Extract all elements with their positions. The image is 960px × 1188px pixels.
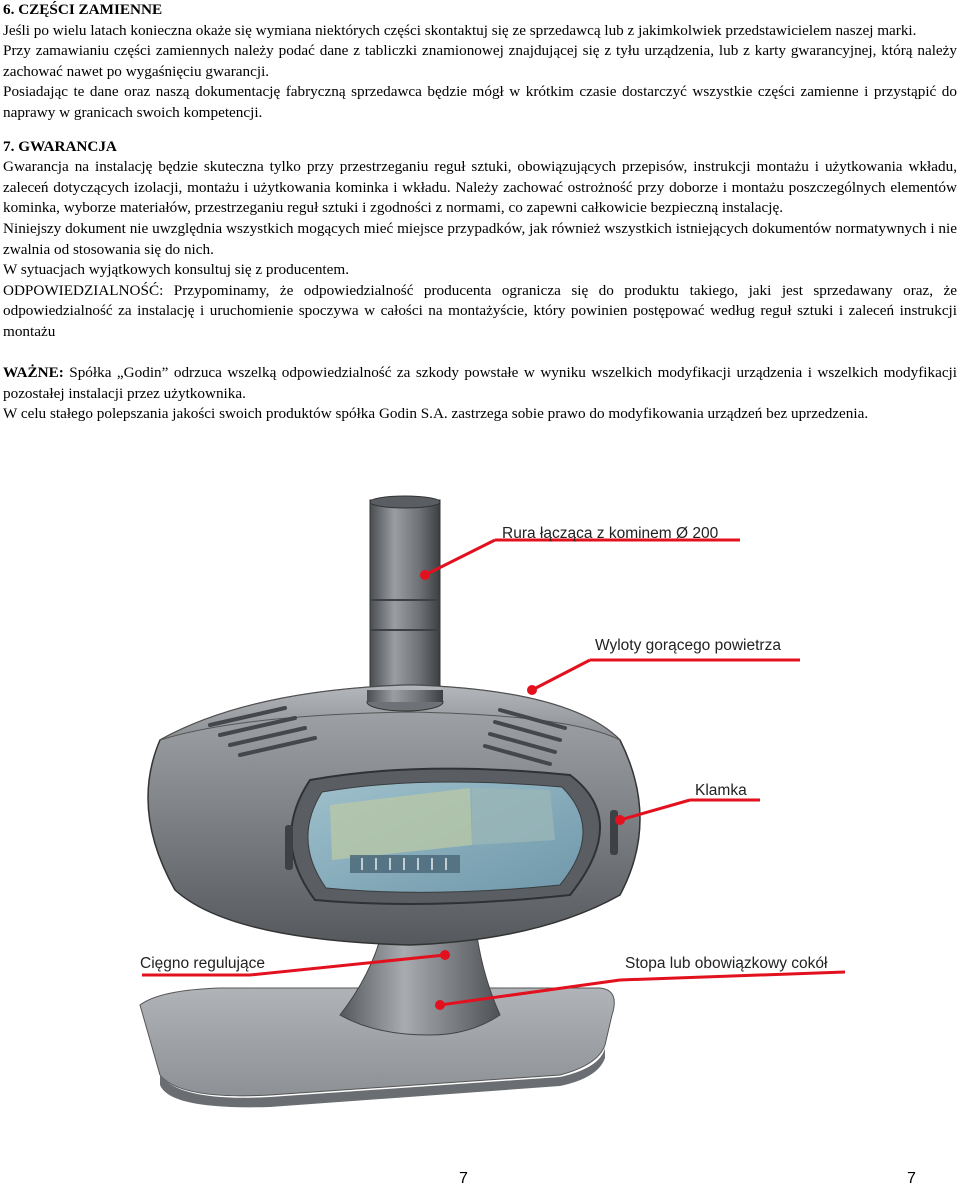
label-hot-air-vents: Wyloty gorącego powietrza xyxy=(595,637,781,654)
page-number-left: 7 xyxy=(459,1170,468,1187)
label-foot-base: Stopa lub obowiązkowy cokół xyxy=(625,955,828,972)
section-7-paragraph-5 xyxy=(3,363,957,404)
section-6-paragraph-2: Przy zamawianiu części zamiennych należy podać dane z tabliczki znamionowej znajdującej się z tyłu urządzenia, lub z karty gwarancyjnej, którą należy zachować nawet po wygaśnięciu gwarancji. xyxy=(3,42,957,80)
section-6-title: 6. CZĘŚCI ZAMIENNE xyxy=(3,1,163,18)
section-7-paragraph-4: ODPOWIEDZIALNOŚĆ: Przypominamy, że odpowiedzialność producenta ogranicza się do produktu takiego, jaki jest sprzedawany oraz, że odpowiedzialność za instalację i uruchomienie spoczywa w całości na montażyście, który powinien postępować według reguł sztuki i zaleceń instrukcji montażu xyxy=(3,281,957,340)
important-text: Spółka „Godin” odrzuca wszelką odpowiedzialność za szkody powstałe w wyniku wszelkich modyfikacji urządzenia i wszelkich modyfikacji pozostałej instalacji przez użytkownika. xyxy=(3,364,957,402)
spacer xyxy=(3,124,957,137)
label-connecting-pipe: Rura łącząca z kominem Ø 200 xyxy=(502,525,719,542)
label-damper-rod: Cięgno regulujące xyxy=(140,955,265,972)
document-page xyxy=(3,0,957,425)
spacer xyxy=(3,343,957,364)
section-7-paragraph-2: Niniejszy dokument nie uwzględnia wszystkich mogących mieć miejsce przypadków, jak również wszystkich istniejących dokumentów normatywnych i nie zwalnia od stosowania się do nich. xyxy=(3,219,957,258)
stove-diagram xyxy=(100,490,960,1110)
label-handle: Klamka xyxy=(695,782,747,799)
stove-illustration xyxy=(100,490,960,1110)
page-number-right: 7 xyxy=(907,1170,916,1187)
section-7-paragraph-3: W sytuacjach wyjątkowych konsultuj się z producentem. xyxy=(3,261,349,279)
section-6-paragraph-3: Posiadając te dane oraz naszą dokumentację fabryczną sprzedawca będzie mógł w krótkim czasie dostarczyć wszystkie części zamienne i przystąpić do naprawy w granicach swoich kompetencji. xyxy=(3,83,957,121)
section-7-paragraph-6: W celu stałego polepszania jakości swoich produktów spółka Godin S.A. zastrzega sobie prawo do modyfikowania urządzeń bez uprzedzenia. xyxy=(3,405,869,423)
important-label: WAŻNE: xyxy=(3,364,64,382)
section-7-title: 7. GWARANCJA xyxy=(3,137,117,155)
door-handle-left xyxy=(285,825,293,870)
section-6-paragraph-1: Jeśli po wielu latach konieczna okaże się wymiana niektórych części skontaktuj się ze sprzedawcą lub z jakimkolwiek przedstawicielem naszej marki. xyxy=(3,21,917,39)
section-7-paragraph-1: Gwarancja na instalację będzie skuteczna tylko przy przestrzeganiu reguł sztuki, obowiązujących przepisów, instrukcji montażu i użytkowania wkładu, zaleceń dotyczących izolacji, montażu i użytkowania kominka i wkładu. Należy zachować ostrożność przy doborze i montażu poszczególnych elementów kominka, wyborze materiałów, przestrzeganiu reguł sztuki i zgodności z normami, co zapewni całkowicie bezpieczną instalację. xyxy=(3,158,957,217)
